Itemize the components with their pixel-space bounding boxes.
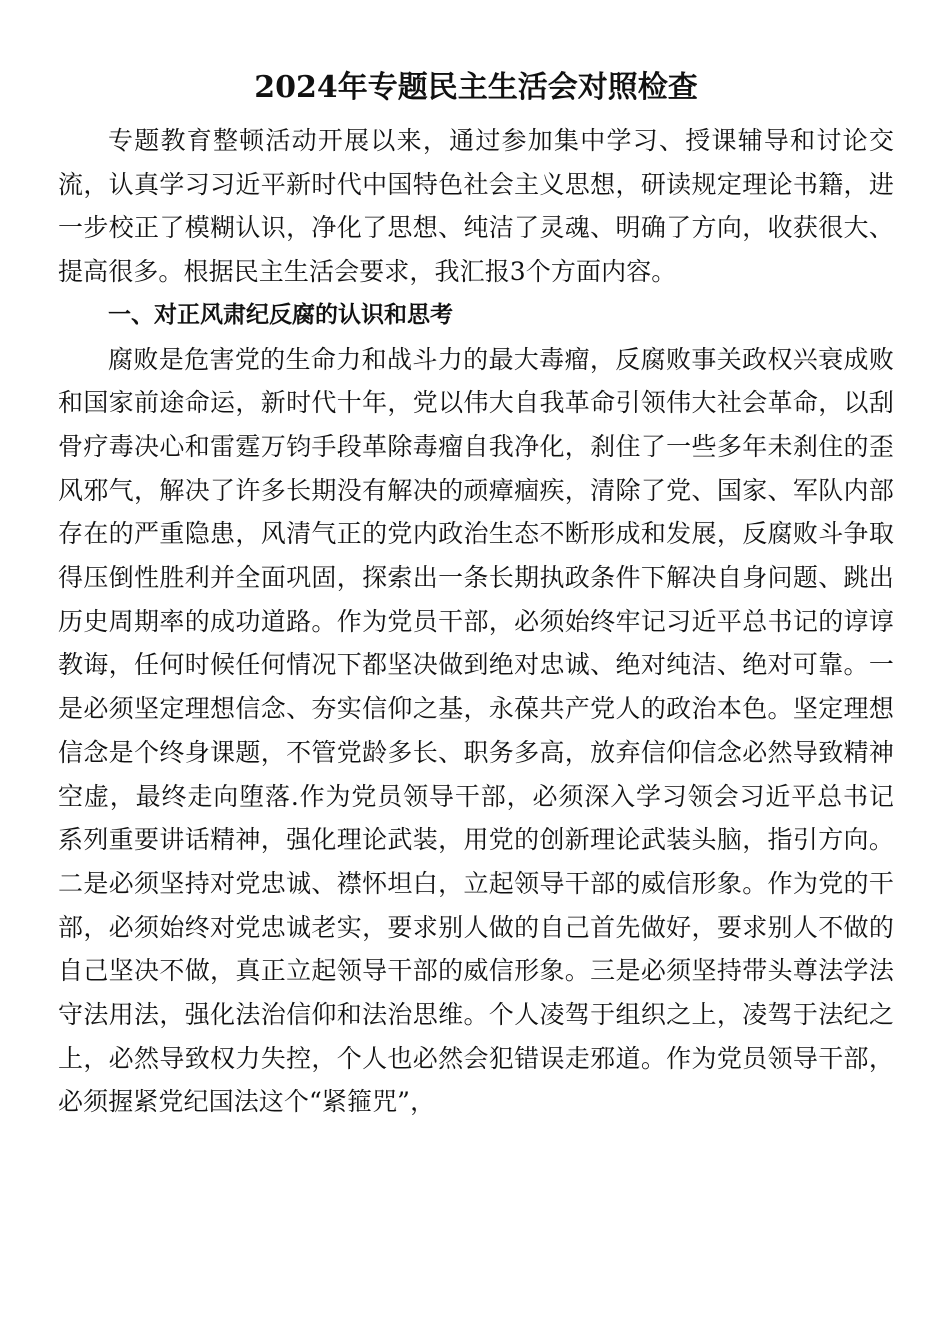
body-paragraph: 腐败是危害党的生命力和战斗力的最大毒瘤，反腐败事关政权兴衰成败和国家前途命运，新时代十年，党以伟大自我革命引领伟大社会革命，以刮骨疗毒决心和雷霆万钧手段革除毒瘤自我净化，刹住了一些多年未刹住的歪风邪气，解决了许多长期没有解决的顽瘴痼疾，清除了党、国家、军队内部存在的严重隐患，风清气正的党内政治生态不断形成和发展，反腐败斗争取得压倒性胜利并全面巩固，探索出一条长期执政条件下解决自身问题、跳出历史周期率的成功道路。作为党员干部，必须始终牢记习近平总书记的谆谆教诲，任何时候任何情况下都坚决做到绝对忠诚、绝对纯洁、绝对可靠。一是必须坚定理想信念、夯实信仰之基，永葆共产党人的政治本色。坚定理想信念是个终身课题，不管党龄多长、职务多高，放弃信仰信念必然导致精神空虚，最终走向堕落.作为党员领导干部，必须深入学习领会习近平总书记系列重要讲话精神，强化理论武装，用党的创新理论武装头脑，指引方向。二是必须坚持对党忠诚、襟怀坦白，立起领导干部的威信形象。作为党的干部，必须始终对党忠诚老实，要求别人做的自己首先做好，要求别人不做的自己坚决不做，真正立起领导干部的威信形象。三是必须坚持带头尊法学法守法用法，强化法治信仰和法治思维。个人凌驾于组织之上，凌驾于法纪之上，必然导致权力失控，个人也必然会犯错误走邪道。作为党员领导干部，必须握紧党纪国法这个“紧箍咒”， <box>58 344 894 1117</box>
intro-paragraph: 专题教育整顿活动开展以来，通过参加集中学习、授课辅导和讨论交流，认真学习习近平新时代中国特色社会主义思想，研读规定理论书籍，进一步校正了模糊认识，净化了思想、纯洁了灵魂、明确了方向，收获很大、提高很多。根据民主生活会要求，我汇报3个方面内容。 <box>58 126 894 287</box>
section-heading: 一、对正风肃纪反腐的认识和思考 <box>108 301 453 328</box>
document-title: 2024年专题民主生活会对照检查 <box>254 70 698 105</box>
document-page <box>58 58 894 1124</box>
